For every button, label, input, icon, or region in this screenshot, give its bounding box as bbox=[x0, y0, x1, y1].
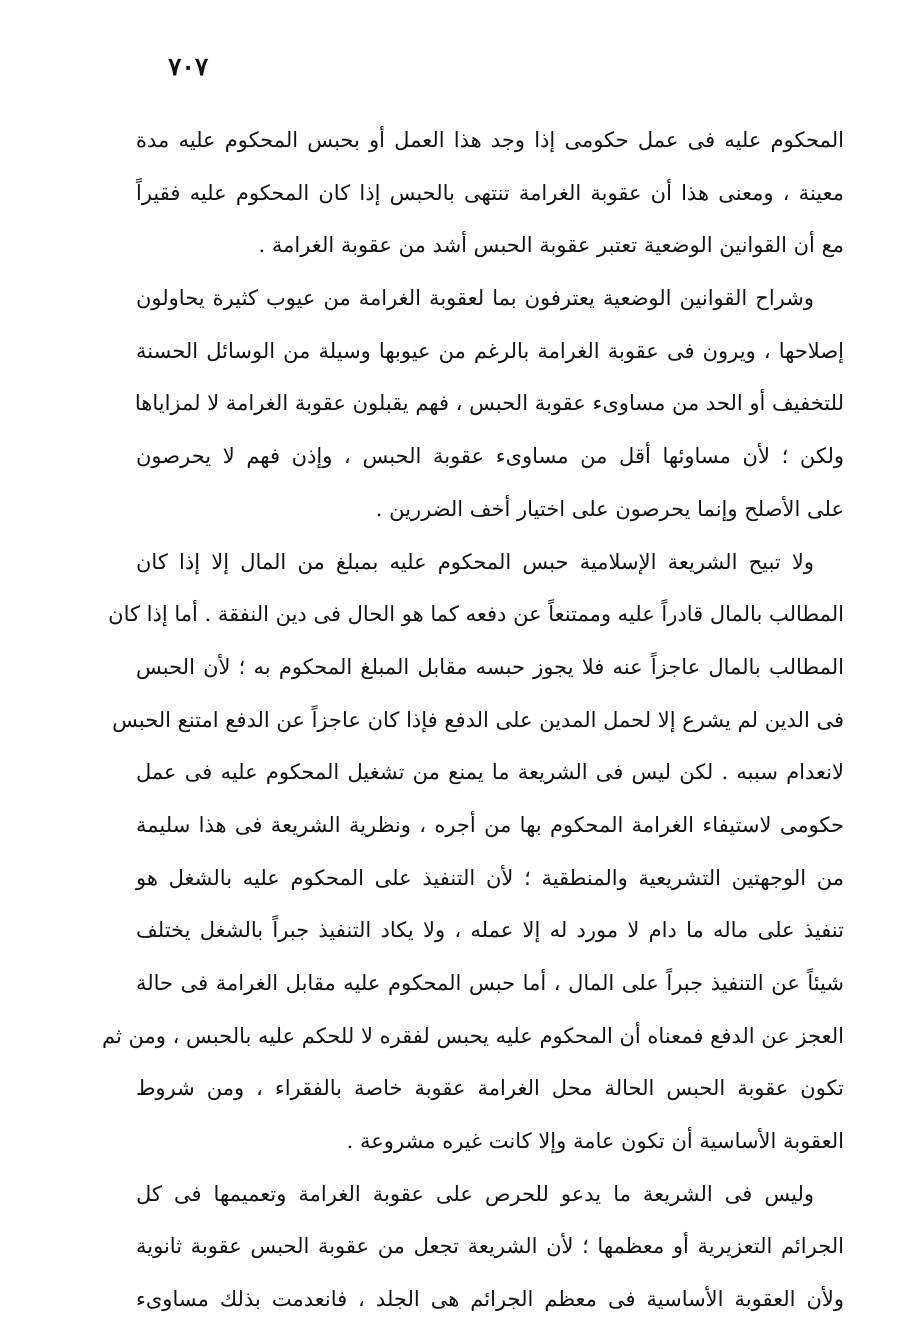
paragraph-1 bbox=[136, 114, 844, 272]
text-line: من الوجهتين التشريعية والمنطقية ؛ لأن التنفيذ على المحكوم عليه بالشغل هو bbox=[136, 865, 844, 890]
page-number: ٧٠٧ bbox=[168, 52, 209, 81]
text-line: وليس فى الشريعة ما يدعو للحرص على عقوبة الغرامة وتعميمها فى كل bbox=[136, 1181, 814, 1206]
paragraph-2 bbox=[136, 272, 844, 535]
text-line: وشراح القوانين الوضعية يعترفون بما لعقوبة الغرامة من عيوب كثيرة يحاولون bbox=[136, 286, 814, 311]
text-line: فى الدين لم يشرع إلا لحمل المدين على الدفع فإذا كان عاجزاً عن الدفع امتنع الحبس bbox=[112, 707, 844, 732]
body-text bbox=[102, 114, 844, 1326]
text-line: ولكن ؛ لأن مساوئها أقل من مساوىء عقوبة الحبس ، وإذن فهم لا يحرصون bbox=[136, 444, 844, 469]
text-line: العقوبة الأساسية أن تكون عامة وإلا كانت غيره مشروعة . bbox=[346, 1129, 844, 1154]
text-line: تنفيذ على ماله ما دام لا مورد له إلا عمله ، ولا يكاد التنفيذ جبراً بالشغل يختلف bbox=[136, 918, 844, 943]
text-line: ولا تبيح الشريعة الإسلامية حبس المحكوم عليه بمبلغ من المال إلا إذا كان bbox=[136, 549, 814, 574]
text-line: مع أن القوانين الوضعية تعتبر عقوبة الحبس أشد من عقوبة الغرامة . bbox=[258, 233, 844, 258]
text-line: المطالب بالمال قادراً عليه وممتنعاً عن دفعه كما هو الحال فى دين النفقة . أما إذا كان bbox=[108, 602, 844, 627]
text-line: على الأصلح وإنما يحرصون على اختيار أخف الضررين . bbox=[375, 496, 844, 521]
text-line: المطالب بالمال عاجزاً عنه فلا يجوز حبسه مقابل المبلغ المحكوم به ؛ لأن الحبس bbox=[136, 654, 844, 679]
text-line: الجرائم التعزيرية أو معظمها ؛ لأن الشريعة تجعل من عقوبة الحبس عقوبة ثانوية bbox=[136, 1234, 844, 1259]
text-line: ولأن العقوبة الأساسية فى معظم الجرائم هى الجلد ، فانعدمت بذلك مساوىء bbox=[136, 1287, 844, 1312]
text-line: لانعدام سببه . لكن ليس فى الشريعة ما يمنع من تشغيل المحكوم عليه فى عمل bbox=[136, 760, 844, 785]
paragraph-3 bbox=[102, 536, 844, 1168]
text-line: حكومى لاستيفاء الغرامة المحكوم بها من أجره ، ونظرية الشريعة فى هذا سليمة bbox=[136, 812, 844, 837]
text-line: تكون عقوبة الحبس الحالة محل الغرامة عقوبة خاصة بالفقراء ، ومن شروط bbox=[136, 1076, 844, 1101]
text-line: العجز عن الدفع فمعناه أن المحكوم عليه يحبس لفقره لا للحكم عليه بالحبس ، ومن ثم bbox=[102, 1023, 844, 1048]
text-line: المحكوم عليه فى عمل حكومى إذا وجد هذا العمل أو بحبس المحكوم عليه مدة bbox=[136, 128, 844, 152]
text-line: للتخفيف أو الحد من مساوىء عقوبة الحبس ، فهم يقبلون عقوبة الغرامة لا لمزاياها bbox=[134, 391, 844, 416]
text-line: شيئاً عن التنفيذ جبراً على المال ، أما حبس المحكوم عليه مقابل الغرامة فى حالة bbox=[136, 971, 844, 995]
text-line: إصلاحها ، ويرون فى عقوبة الغرامة بالرغم من عيوبها وسيلة من الوسائل الحسنة bbox=[136, 338, 844, 363]
paragraph-4 bbox=[136, 1168, 844, 1326]
text-line: معينة ، ومعنى هذا أن عقوبة الغرامة تنتهى بالحبس إذا كان المحكوم عليه فقيراً bbox=[136, 180, 844, 205]
